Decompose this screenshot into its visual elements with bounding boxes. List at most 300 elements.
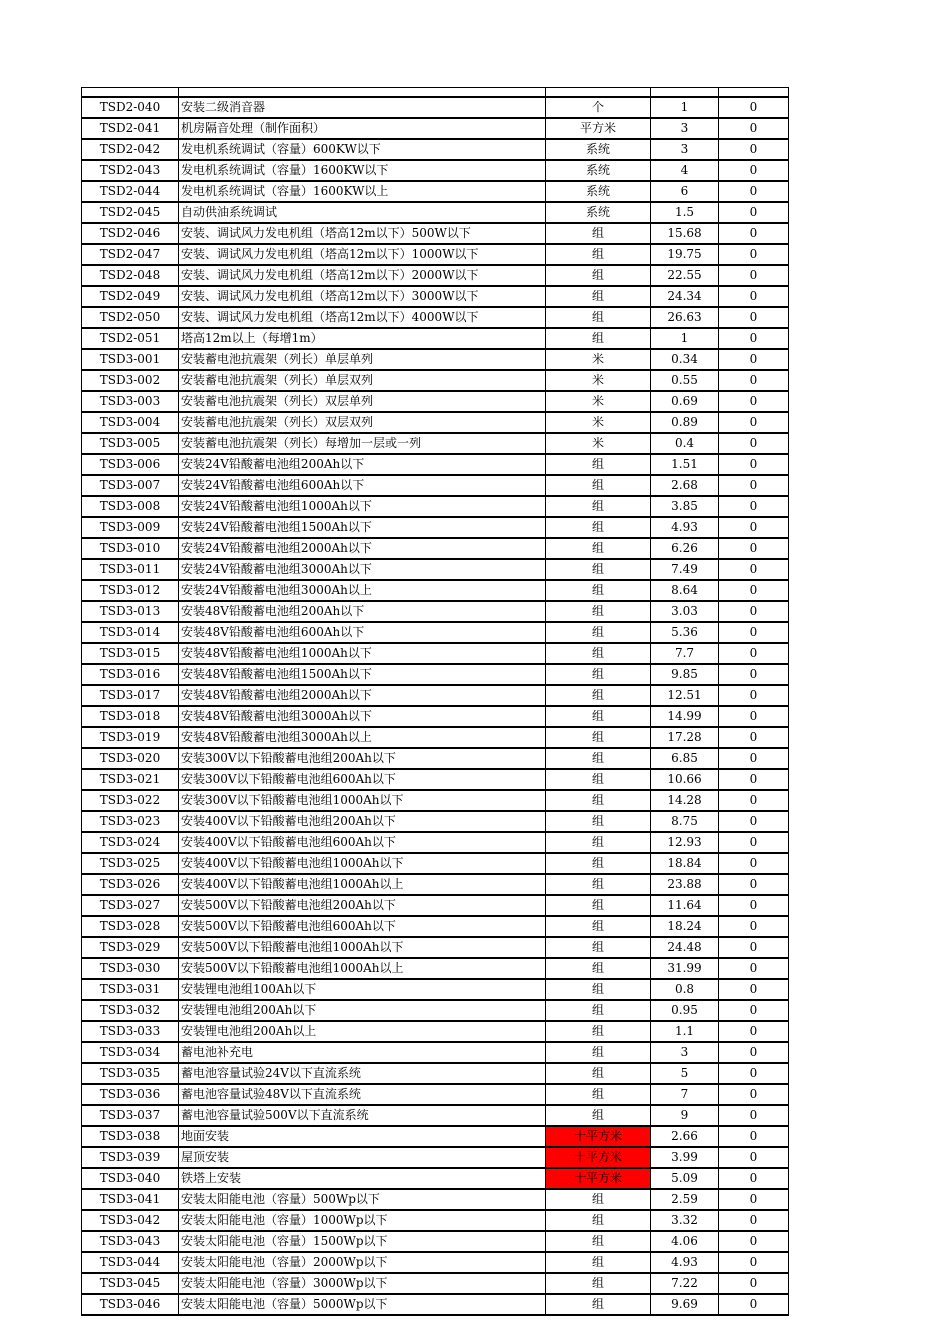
- table-row: [82, 244, 789, 265]
- table-row: [82, 916, 789, 937]
- item-name-cell: 安装太阳能电池（容量）1000Wp以下: [179, 1210, 546, 1231]
- unit-cell: 组: [546, 538, 651, 559]
- table-row: [82, 181, 789, 202]
- table-row: [82, 370, 789, 391]
- unit-cell: 组: [546, 1252, 651, 1273]
- quantity-cell: 18.24: [651, 916, 719, 937]
- item-code-cell: TSD3-034: [82, 1042, 179, 1063]
- value-cell: 0: [719, 1252, 789, 1273]
- unit-cell: 米: [546, 370, 651, 391]
- item-code-cell: TSD3-021: [82, 769, 179, 790]
- item-name-cell: 安装太阳能电池（容量）1500Wp以下: [179, 1231, 546, 1252]
- item-name-cell: 安装48V铅酸蓄电池组1500Ah以下: [179, 664, 546, 685]
- table-row: [82, 853, 789, 874]
- quantity-cell: 7.7: [651, 643, 719, 664]
- value-cell: 0: [719, 979, 789, 1000]
- quantity-cell: 24.48: [651, 937, 719, 958]
- value-cell: 0: [719, 916, 789, 937]
- quantity-cell: 14.28: [651, 790, 719, 811]
- value-cell: 0: [719, 622, 789, 643]
- quantity-cell: 0.95: [651, 1000, 719, 1021]
- item-code-cell: TSD2-051: [82, 328, 179, 349]
- item-name-cell: 安装48V铅酸蓄电池组3000Ah以下: [179, 706, 546, 727]
- item-name-cell: 安装300V以下铅酸蓄电池组600Ah以下: [179, 769, 546, 790]
- unit-cell: 组: [546, 727, 651, 748]
- item-code-cell: TSD3-030: [82, 958, 179, 979]
- value-cell: 0: [719, 895, 789, 916]
- item-name-cell: 安装400V以下铅酸蓄电池组200Ah以下: [179, 811, 546, 832]
- table-row: [82, 1147, 789, 1168]
- value-cell: 0: [719, 1084, 789, 1105]
- value-cell: 0: [719, 97, 789, 118]
- item-name-cell: 蓄电池容量试验24V以下直流系统: [179, 1063, 546, 1084]
- item-name-cell: 蓄电池容量试验48V以下直流系统: [179, 1084, 546, 1105]
- item-name-cell: 安装、调试风力发电机组（塔高12m以下）1000W以下: [179, 244, 546, 265]
- unit-cell: 组: [546, 790, 651, 811]
- item-code-cell: TSD3-029: [82, 937, 179, 958]
- item-code-cell: TSD2-048: [82, 265, 179, 286]
- item-name-cell: 安装、调试风力发电机组（塔高12m以下）500W以下: [179, 223, 546, 244]
- item-name-cell: 安装太阳能电池（容量）500Wp以下: [179, 1189, 546, 1210]
- item-code-cell: TSD3-028: [82, 916, 179, 937]
- item-code-cell: TSD3-043: [82, 1231, 179, 1252]
- item-name-cell: 安装48V铅酸蓄电池组3000Ah以上: [179, 727, 546, 748]
- item-code-cell: TSD3-026: [82, 874, 179, 895]
- item-name-cell: 安装、调试风力发电机组（塔高12m以下）2000W以下: [179, 265, 546, 286]
- value-cell: 0: [719, 1168, 789, 1189]
- table-row: [82, 811, 789, 832]
- quantity-cell: 18.84: [651, 853, 719, 874]
- unit-cell: 系统: [546, 160, 651, 181]
- item-name-cell: 自动供油系统调试: [179, 202, 546, 223]
- unit-cell: 系统: [546, 181, 651, 202]
- quantity-cell: 31.99: [651, 958, 719, 979]
- unit-cell: 组: [546, 937, 651, 958]
- table-row: [82, 832, 789, 853]
- item-code-cell: TSD2-047: [82, 244, 179, 265]
- table-row: [82, 937, 789, 958]
- quantity-cell: 2.68: [651, 475, 719, 496]
- quantity-cell: 2.59: [651, 1189, 719, 1210]
- item-code-cell: TSD3-009: [82, 517, 179, 538]
- unit-cell: 组: [546, 1273, 651, 1294]
- quantity-cell: 2.66: [651, 1126, 719, 1147]
- table-row: [82, 265, 789, 286]
- quantity-cell: 0.8: [651, 979, 719, 1000]
- quantity-cell: 0.55: [651, 370, 719, 391]
- quantity-cell: 4.93: [651, 1252, 719, 1273]
- item-code-cell: TSD3-004: [82, 412, 179, 433]
- quantity-cell: 1.51: [651, 454, 719, 475]
- value-cell: 0: [719, 433, 789, 454]
- table-row: [82, 328, 789, 349]
- value-cell: 0: [719, 181, 789, 202]
- value-cell: 0: [719, 370, 789, 391]
- unit-cell: 组: [546, 559, 651, 580]
- item-code-cell: TSD3-013: [82, 601, 179, 622]
- item-code-cell: TSD3-022: [82, 790, 179, 811]
- item-code-cell: TSD3-010: [82, 538, 179, 559]
- item-code-cell: TSD2-043: [82, 160, 179, 181]
- item-code-cell: TSD3-025: [82, 853, 179, 874]
- quantity-cell: 0.89: [651, 412, 719, 433]
- quantity-cell: 15.68: [651, 223, 719, 244]
- item-code-cell: TSD3-003: [82, 391, 179, 412]
- quantity-cell: 7.22: [651, 1273, 719, 1294]
- item-name-cell: 安装锂电池组200Ah以下: [179, 1000, 546, 1021]
- table-row: [82, 1105, 789, 1126]
- quantity-cell: 19.75: [651, 244, 719, 265]
- item-code-cell: TSD3-020: [82, 748, 179, 769]
- unit-cell: 米: [546, 412, 651, 433]
- item-code-cell: TSD3-019: [82, 727, 179, 748]
- quantity-cell: 12.51: [651, 685, 719, 706]
- unit-cell: 组: [546, 748, 651, 769]
- item-code-cell: TSD3-024: [82, 832, 179, 853]
- unit-cell: 组: [546, 1021, 651, 1042]
- unit-cell: 平方米: [546, 118, 651, 139]
- unit-cell: 组: [546, 769, 651, 790]
- quantity-cell: 3.85: [651, 496, 719, 517]
- item-name-cell: 安装500V以下铅酸蓄电池组200Ah以下: [179, 895, 546, 916]
- unit-cell: 组: [546, 874, 651, 895]
- quantity-cell: 4.06: [651, 1231, 719, 1252]
- item-code-cell: TSD2-046: [82, 223, 179, 244]
- table-row: [82, 643, 789, 664]
- item-code-cell: TSD3-016: [82, 664, 179, 685]
- unit-cell: 个: [546, 97, 651, 118]
- unit-cell: 十平方米: [546, 1168, 651, 1189]
- value-cell: 0: [719, 286, 789, 307]
- table-row: [82, 475, 789, 496]
- quantity-cell: 9.69: [651, 1294, 719, 1315]
- unit-cell: 组: [546, 853, 651, 874]
- item-code-cell: TSD3-001: [82, 349, 179, 370]
- item-code-cell: TSD3-036: [82, 1084, 179, 1105]
- item-name-cell: 安装锂电池组200Ah以上: [179, 1021, 546, 1042]
- item-name-cell: 地面安装: [179, 1126, 546, 1147]
- unit-cell: 米: [546, 391, 651, 412]
- quantity-cell: 3.99: [651, 1147, 719, 1168]
- item-code-cell: TSD3-011: [82, 559, 179, 580]
- value-cell: 0: [719, 1126, 789, 1147]
- quantity-cell: 22.55: [651, 265, 719, 286]
- table-row: [82, 958, 789, 979]
- table-row: [82, 1252, 789, 1273]
- unit-cell: 组: [546, 265, 651, 286]
- table-row: [82, 160, 789, 181]
- item-name-cell: 塔高12m以上（每增1m）: [179, 328, 546, 349]
- value-cell: 0: [719, 580, 789, 601]
- value-cell: 0: [719, 727, 789, 748]
- table-row: [82, 706, 789, 727]
- value-cell: 0: [719, 664, 789, 685]
- item-code-cell: TSD2-040: [82, 97, 179, 118]
- item-name-cell: 机房隔音处理（制作面积）: [179, 118, 546, 139]
- table-row: [82, 1168, 789, 1189]
- value-cell: 0: [719, 958, 789, 979]
- quantity-cell: 6.26: [651, 538, 719, 559]
- unit-cell: 组: [546, 1294, 651, 1315]
- item-code-cell: TSD3-023: [82, 811, 179, 832]
- item-name-cell: 安装24V铅酸蓄电池组600Ah以下: [179, 475, 546, 496]
- item-code-cell: TSD3-035: [82, 1063, 179, 1084]
- item-code-cell: TSD3-040: [82, 1168, 179, 1189]
- quantity-cell: 1: [651, 97, 719, 118]
- unit-cell: 米: [546, 433, 651, 454]
- item-name-cell: 安装300V以下铅酸蓄电池组200Ah以下: [179, 748, 546, 769]
- item-name-cell: 安装400V以下铅酸蓄电池组1000Ah以上: [179, 874, 546, 895]
- item-code-cell: TSD3-018: [82, 706, 179, 727]
- item-name-cell: 发电机系统调试（容量）1600KW以下: [179, 160, 546, 181]
- value-cell: 0: [719, 517, 789, 538]
- value-cell: 0: [719, 1105, 789, 1126]
- item-name-cell: 蓄电池容量试验500V以下直流系统: [179, 1105, 546, 1126]
- value-cell: 0: [719, 160, 789, 181]
- unit-cell: 组: [546, 454, 651, 475]
- item-name-cell: 安装蓄电池抗震架（列长）每增加一层或一列: [179, 433, 546, 454]
- table-row: [82, 1126, 789, 1147]
- quantity-cell: 6: [651, 181, 719, 202]
- quantity-cell: 3: [651, 1042, 719, 1063]
- quantity-cell: 1.5: [651, 202, 719, 223]
- quantity-cell: 0.69: [651, 391, 719, 412]
- table-row: [82, 286, 789, 307]
- quantity-cell: 8.64: [651, 580, 719, 601]
- table-row: [82, 517, 789, 538]
- unit-cell: 组: [546, 223, 651, 244]
- item-name-cell: 安装、调试风力发电机组（塔高12m以下）3000W以下: [179, 286, 546, 307]
- item-name-cell: 发电机系统调试（容量）1600KW以上: [179, 181, 546, 202]
- unit-cell: 十平方米: [546, 1126, 651, 1147]
- quantity-cell: 1: [651, 328, 719, 349]
- item-name-cell: 安装24V铅酸蓄电池组2000Ah以下: [179, 538, 546, 559]
- quantity-cell: 1.1: [651, 1021, 719, 1042]
- table-row: [82, 601, 789, 622]
- table-row: [82, 1210, 789, 1231]
- value-cell: 0: [719, 538, 789, 559]
- value-cell: 0: [719, 1273, 789, 1294]
- value-cell: 0: [719, 1063, 789, 1084]
- table-row: [82, 685, 789, 706]
- item-code-cell: TSD3-041: [82, 1189, 179, 1210]
- quantity-cell: 3.03: [651, 601, 719, 622]
- quantity-cell: 11.64: [651, 895, 719, 916]
- item-code-cell: TSD3-039: [82, 1147, 179, 1168]
- unit-cell: 组: [546, 706, 651, 727]
- item-code-cell: TSD3-006: [82, 454, 179, 475]
- item-code-cell: TSD3-038: [82, 1126, 179, 1147]
- item-code-cell: TSD2-050: [82, 307, 179, 328]
- table-row: [82, 412, 789, 433]
- item-name-cell: 安装500V以下铅酸蓄电池组600Ah以下: [179, 916, 546, 937]
- value-cell: 0: [719, 412, 789, 433]
- value-cell: 0: [719, 475, 789, 496]
- item-code-cell: TSD3-008: [82, 496, 179, 517]
- item-name-cell: 铁塔上安装: [179, 1168, 546, 1189]
- item-name-cell: 安装24V铅酸蓄电池组3000Ah以上: [179, 580, 546, 601]
- item-code-cell: TSD3-032: [82, 1000, 179, 1021]
- item-name-cell: 安装48V铅酸蓄电池组2000Ah以下: [179, 685, 546, 706]
- value-cell: 0: [719, 1021, 789, 1042]
- quantity-cell: 5: [651, 1063, 719, 1084]
- quantity-cell: 0.34: [651, 349, 719, 370]
- quantity-cell: 24.34: [651, 286, 719, 307]
- item-code-cell: TSD3-042: [82, 1210, 179, 1231]
- unit-cell: 组: [546, 1189, 651, 1210]
- item-code-cell: TSD2-042: [82, 139, 179, 160]
- unit-cell: 组: [546, 286, 651, 307]
- item-code-cell: TSD3-014: [82, 622, 179, 643]
- table-row: [82, 1189, 789, 1210]
- item-code-cell: TSD3-027: [82, 895, 179, 916]
- item-code-cell: TSD2-049: [82, 286, 179, 307]
- quantity-cell: 12.93: [651, 832, 719, 853]
- item-name-cell: 安装蓄电池抗震架（列长）单层双列: [179, 370, 546, 391]
- unit-cell: 组: [546, 517, 651, 538]
- value-cell: 0: [719, 1147, 789, 1168]
- item-name-cell: 安装太阳能电池（容量）5000Wp以下: [179, 1294, 546, 1315]
- item-name-cell: 屋顶安装: [179, 1147, 546, 1168]
- table-row: [82, 454, 789, 475]
- item-name-cell: 安装500V以下铅酸蓄电池组1000Ah以上: [179, 958, 546, 979]
- value-cell: 0: [719, 853, 789, 874]
- value-cell: 0: [719, 685, 789, 706]
- item-name-cell: 安装蓄电池抗震架（列长）双层单列: [179, 391, 546, 412]
- table-row: [82, 664, 789, 685]
- unit-cell: 组: [546, 1063, 651, 1084]
- table-row: [82, 223, 789, 244]
- unit-cell: 组: [546, 475, 651, 496]
- item-name-cell: 安装500V以下铅酸蓄电池组1000Ah以下: [179, 937, 546, 958]
- quantity-cell: 7: [651, 1084, 719, 1105]
- unit-cell: 组: [546, 958, 651, 979]
- table-row: [82, 727, 789, 748]
- table-row: [82, 1231, 789, 1252]
- table-row: [82, 748, 789, 769]
- item-code-cell: TSD2-044: [82, 181, 179, 202]
- unit-cell: 系统: [546, 202, 651, 223]
- item-code-cell: TSD3-046: [82, 1294, 179, 1315]
- table-row: [82, 1000, 789, 1021]
- unit-cell: 组: [546, 1231, 651, 1252]
- unit-cell: 十平方米: [546, 1147, 651, 1168]
- item-code-cell: TSD3-005: [82, 433, 179, 454]
- table-row: [82, 433, 789, 454]
- unit-cell: 组: [546, 622, 651, 643]
- item-code-cell: TSD3-007: [82, 475, 179, 496]
- value-cell: 0: [719, 1189, 789, 1210]
- unit-cell: 组: [546, 580, 651, 601]
- item-name-cell: 安装24V铅酸蓄电池组1500Ah以下: [179, 517, 546, 538]
- item-code-cell: TSD3-015: [82, 643, 179, 664]
- item-name-cell: 发电机系统调试（容量）600KW以下: [179, 139, 546, 160]
- table-row: [82, 202, 789, 223]
- value-cell: 0: [719, 769, 789, 790]
- item-name-cell: 安装48V铅酸蓄电池组200Ah以下: [179, 601, 546, 622]
- quantity-cell: 6.85: [651, 748, 719, 769]
- quota-table-body: [82, 88, 789, 1316]
- quantity-cell: 4.93: [651, 517, 719, 538]
- table-row: [82, 790, 789, 811]
- table-row: [82, 559, 789, 580]
- quantity-cell: 8.75: [651, 811, 719, 832]
- item-name-cell: 安装24V铅酸蓄电池组1000Ah以下: [179, 496, 546, 517]
- value-cell: 0: [719, 1231, 789, 1252]
- quantity-cell: 5.36: [651, 622, 719, 643]
- table-row: [82, 1273, 789, 1294]
- value-cell: 0: [719, 307, 789, 328]
- value-cell: 0: [719, 265, 789, 286]
- item-name-cell: 安装400V以下铅酸蓄电池组600Ah以下: [179, 832, 546, 853]
- item-name-cell: 安装24V铅酸蓄电池组200Ah以下: [179, 454, 546, 475]
- table-row: [82, 1063, 789, 1084]
- table-row: [82, 580, 789, 601]
- value-cell: 0: [719, 790, 789, 811]
- unit-cell: 系统: [546, 139, 651, 160]
- value-cell: 0: [719, 139, 789, 160]
- table-row: [82, 118, 789, 139]
- quantity-cell: 3: [651, 139, 719, 160]
- value-cell: 0: [719, 1042, 789, 1063]
- table-row: [82, 391, 789, 412]
- unit-cell: 组: [546, 979, 651, 1000]
- table-row: [82, 349, 789, 370]
- unit-cell: 组: [546, 1000, 651, 1021]
- item-name-cell: 安装48V铅酸蓄电池组600Ah以下: [179, 622, 546, 643]
- top-border-row: [82, 88, 789, 98]
- value-cell: 0: [719, 244, 789, 265]
- item-code-cell: TSD3-002: [82, 370, 179, 391]
- table-row: [82, 307, 789, 328]
- value-cell: 0: [719, 496, 789, 517]
- table-row: [82, 97, 789, 118]
- value-cell: 0: [719, 706, 789, 727]
- item-name-cell: 安装二级消音器: [179, 97, 546, 118]
- quantity-cell: 5.09: [651, 1168, 719, 1189]
- table-row: [82, 139, 789, 160]
- item-code-cell: TSD3-045: [82, 1273, 179, 1294]
- quantity-cell: 7.49: [651, 559, 719, 580]
- value-cell: 0: [719, 832, 789, 853]
- item-code-cell: TSD2-045: [82, 202, 179, 223]
- table-row: [82, 874, 789, 895]
- quota-table: [81, 87, 789, 1316]
- item-name-cell: 安装蓄电池抗震架（列长）双层双列: [179, 412, 546, 433]
- unit-cell: 组: [546, 916, 651, 937]
- unit-cell: 组: [546, 307, 651, 328]
- value-cell: 0: [719, 202, 789, 223]
- item-code-cell: TSD3-017: [82, 685, 179, 706]
- table-row: [82, 622, 789, 643]
- value-cell: 0: [719, 349, 789, 370]
- value-cell: 0: [719, 874, 789, 895]
- quantity-cell: 4: [651, 160, 719, 181]
- value-cell: 0: [719, 748, 789, 769]
- unit-cell: 组: [546, 664, 651, 685]
- value-cell: 0: [719, 559, 789, 580]
- quantity-cell: 9.85: [651, 664, 719, 685]
- quantity-cell: 14.99: [651, 706, 719, 727]
- table-row: [82, 895, 789, 916]
- table-row: [82, 769, 789, 790]
- table-row: [82, 538, 789, 559]
- value-cell: 0: [719, 1000, 789, 1021]
- item-code-cell: TSD3-031: [82, 979, 179, 1000]
- item-name-cell: 安装太阳能电池（容量）2000Wp以下: [179, 1252, 546, 1273]
- unit-cell: 组: [546, 496, 651, 517]
- item-code-cell: TSD2-041: [82, 118, 179, 139]
